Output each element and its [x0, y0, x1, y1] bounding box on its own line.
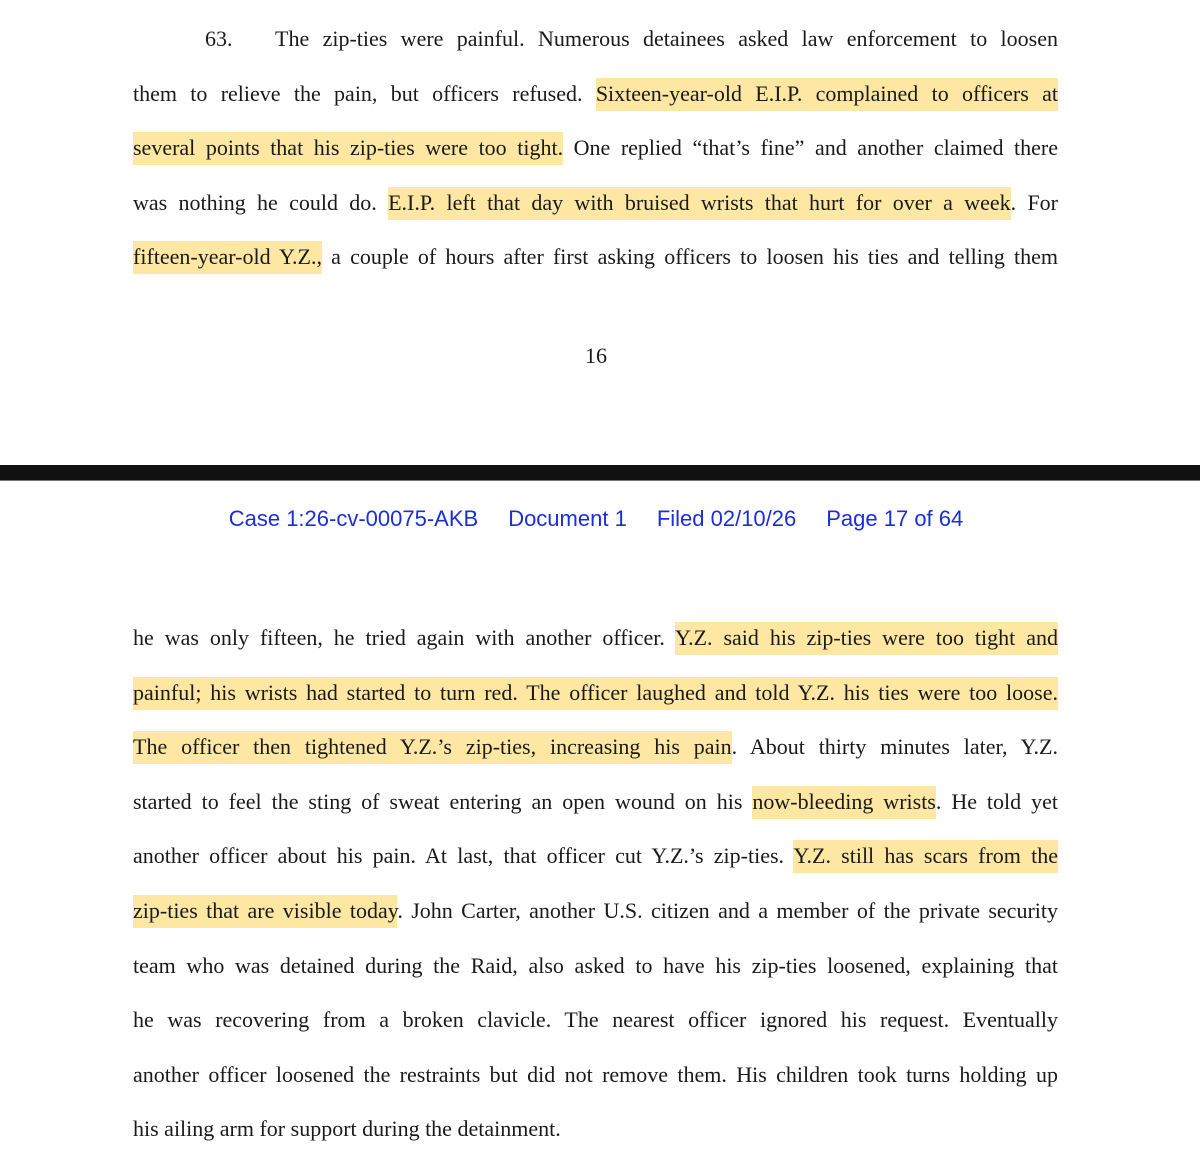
paragraph-number: 63.: [205, 26, 233, 51]
text-line: [133, 896, 1058, 926]
text-segment: another officer about his pain. At last, that officer cut Y.Z.’s zip-ties.: [133, 843, 794, 868]
highlighted-text: Sixteen-year-old E.I.P. complained to officers at: [596, 78, 1058, 111]
text-line: [133, 787, 1058, 817]
text-segment: another officer loosened the restraints but did not remove them. His children took turns holding up: [133, 1062, 1058, 1087]
highlighted-text: The officer then tightened Y.Z.’s zip-ties, increasing his pain: [133, 731, 732, 764]
case-number: Case 1:26-cv-00075-AKB: [228, 506, 479, 531]
text-line: [133, 732, 1058, 762]
text-segment: he was recovering from a broken clavicle. The nearest officer ignored his request. Eventually: [133, 1007, 1058, 1032]
highlighted-text: fifteen-year-old Y.Z.,: [133, 241, 322, 274]
text-segment: started to feel the sting of sweat entering an open wound on his: [133, 789, 753, 814]
text-line: [133, 79, 1058, 109]
text-line: [133, 1005, 1058, 1035]
document-number: Document 1: [508, 506, 627, 531]
text-segment: a couple of hours after first asking officers to loosen his ties and telling them: [321, 244, 1058, 269]
text-line: [133, 1060, 1058, 1090]
text-segment: his ailing arm for support during the detainment.: [133, 1116, 561, 1141]
text-line: [133, 133, 1058, 163]
text-segment: One replied “that’s fine” and another claimed there: [563, 135, 1058, 160]
highlighted-text: Y.Z. said his zip-ties were too tight and: [675, 622, 1058, 655]
text-line: [133, 841, 1058, 871]
text-segment: The zip-ties were painful. Numerous detainees asked law enforcement to loosen: [275, 26, 1058, 51]
highlighted-text: several points that his zip-ties were too tight.: [133, 132, 563, 165]
text-line: [133, 678, 1058, 708]
page-indicator: Page 17 of 64: [826, 506, 964, 531]
text-segment: . For: [1010, 190, 1059, 215]
page-number: 16: [585, 343, 607, 368]
highlighted-text: Y.Z. still has scars from the: [793, 840, 1058, 873]
highlighted-text: now-bleeding wrists: [752, 786, 935, 819]
text-segment: he was only fifteen, he tried again with another officer.: [133, 625, 676, 650]
text-line: [133, 24, 1058, 54]
case-header: [0, 506, 1192, 532]
page-16: [0, 0, 1200, 465]
highlighted-text: painful; his wrists had started to turn red. The officer laughed and told Y.Z. his ties were too loose.: [133, 677, 1058, 710]
text-segment: . About thirty minutes later, Y.Z.: [731, 734, 1058, 759]
text-line: [133, 951, 1058, 981]
page-separator: [0, 465, 1200, 481]
text-segment: was nothing he could do.: [133, 190, 389, 215]
highlighted-text: zip-ties that are visible today: [133, 895, 397, 928]
highlighted-text: E.I.P. left that day with bruised wrists that hurt for over a week: [388, 187, 1011, 220]
text-line: [133, 623, 1058, 653]
text-segment: . He told yet: [935, 789, 1058, 814]
page-17: [0, 480, 1200, 1163]
text-line: [133, 188, 1058, 218]
text-segment: them to relieve the pain, but officers refused.: [133, 81, 596, 106]
text-line: [133, 242, 1058, 272]
text-segment: . John Carter, another U.S. citizen and a member of the private security: [397, 898, 1058, 923]
text-line: [133, 1114, 1058, 1144]
filed-date: Filed 02/10/26: [656, 506, 797, 531]
text-segment: team who was detained during the Raid, also asked to have his zip-ties loosened, explaining that: [133, 953, 1058, 978]
